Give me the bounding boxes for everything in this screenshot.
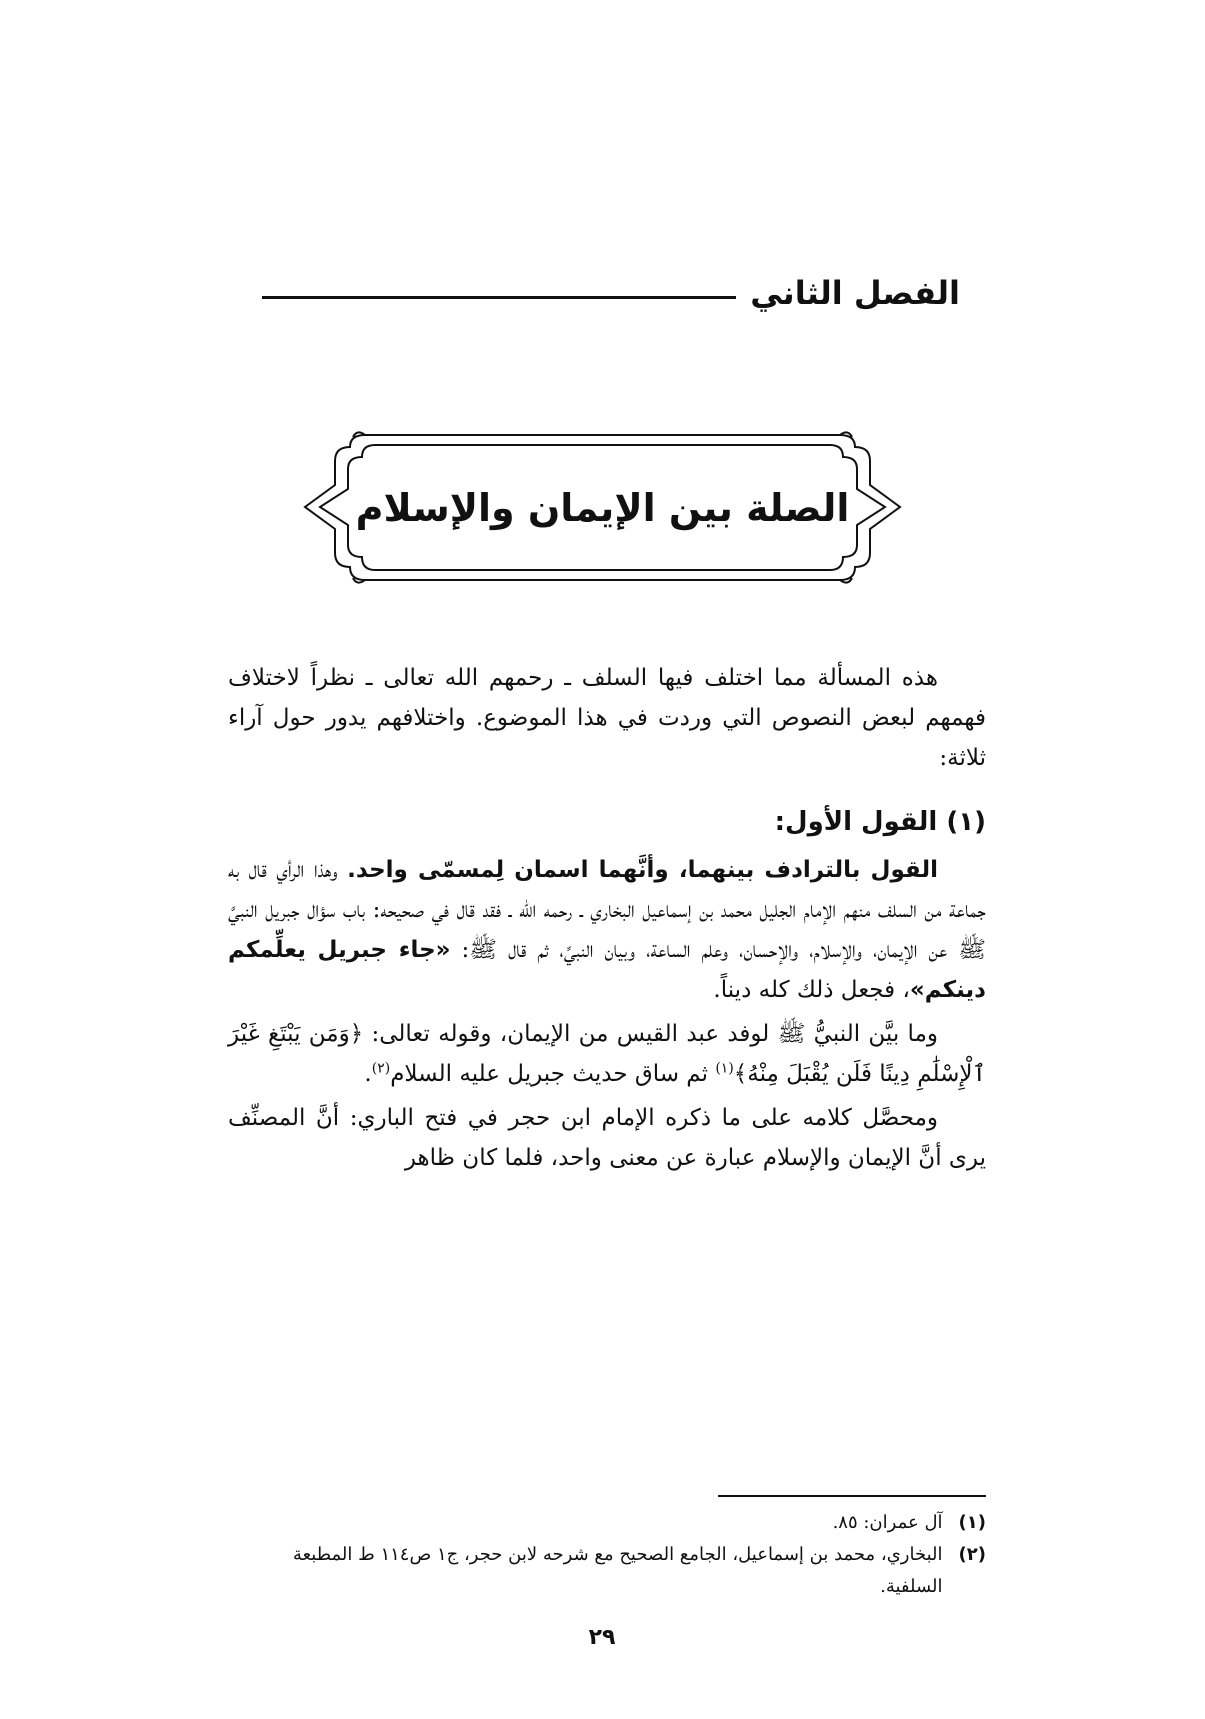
paragraph-2-middle: ثم ساق حديث جبريل عليه السلام bbox=[390, 1061, 716, 1087]
section-title: الصلة بين الإيمان والإسلام bbox=[355, 485, 850, 530]
footnote-ref-2: (٢) bbox=[371, 1060, 391, 1077]
first-view-text: وهذا الرأي قال به جماعة من السلف منهم الإمام الجليل محمد بن إسماعيل البخاري ـ رحمه الله ـ فقد قال في صحيحه: باب سؤال جبريل النبيَّ ﷺ عن الإيمان، والإسلام، والإحسان، وعلم الساعة، وبيان النبيِّ، ثم قال ﷺ: bbox=[228, 857, 987, 963]
footnote-ref-1: (١) bbox=[715, 1060, 734, 1077]
footnotes bbox=[228, 1507, 986, 1603]
footnote-number: (١) bbox=[958, 1512, 986, 1533]
chapter-title: الفصل الثاني bbox=[750, 274, 960, 312]
first-view-text-end: ، فجعل ذلك كله ديناً. bbox=[713, 977, 910, 1003]
first-view-heading: (١) القول الأول: bbox=[774, 807, 986, 837]
paragraph-2-end: . bbox=[364, 1061, 372, 1087]
chapter-rule bbox=[262, 296, 736, 299]
first-view-paragraph-2 bbox=[228, 1014, 986, 1094]
first-view-thesis: القول بالترادف بينهما، وأنَّهما اسمان لِمسمّى واحد. bbox=[347, 857, 938, 883]
hadith-quote: «جاء جبريل يعلِّمكم دينكم» bbox=[228, 937, 986, 1003]
footnote-1 bbox=[228, 1507, 986, 1539]
footnote-number: (٢) bbox=[958, 1544, 986, 1565]
intro-paragraph: هذه المسألة مما اختلف فيها السلف ـ رحمهم الله تعالى ـ نظراً لاختلاف فهمهم لبعض النصوص التي وردت في هذا الموضوع. واختلافهم يدور حول آراء ثلاثة: bbox=[228, 665, 986, 771]
body-text bbox=[228, 658, 986, 1190]
first-view-paragraph-1 bbox=[228, 850, 986, 1010]
footnote-text: آل عمران: ٨٥. bbox=[832, 1512, 943, 1533]
footnote-2 bbox=[228, 1539, 986, 1603]
footnote-text: البخاري، محمد بن إسماعيل، الجامع الصحيح مع شرحه لابن حجر، ج١ ص١١٤ ط المطبعة السلفية. bbox=[292, 1544, 943, 1597]
section-title-frame bbox=[295, 425, 910, 590]
chapter-header bbox=[262, 268, 960, 318]
first-view-paragraph-3: ومحصَّل كلامه على ما ذكره الإمام ابن حجر في فتح الباري: أنَّ المصنِّف يرى أنَّ الإيمان والإسلام عبارة عن معنى واحد، فلما كان ظاهر bbox=[228, 1105, 986, 1171]
quran-quote-text: وما بيَّن النبيُّ ﷺ لوفد عبد القيس من الإيمان، وقوله تعالى: ﴿وَمَن يَبْتَغِ غَيْرَ ٱلْإِسْلَٰمِ دِينًا فَلَن يُقْبَلَ مِنْهُ﴾ bbox=[228, 1021, 986, 1087]
page-number: ٢٩ bbox=[588, 1625, 616, 1650]
footnote-rule bbox=[718, 1495, 986, 1497]
